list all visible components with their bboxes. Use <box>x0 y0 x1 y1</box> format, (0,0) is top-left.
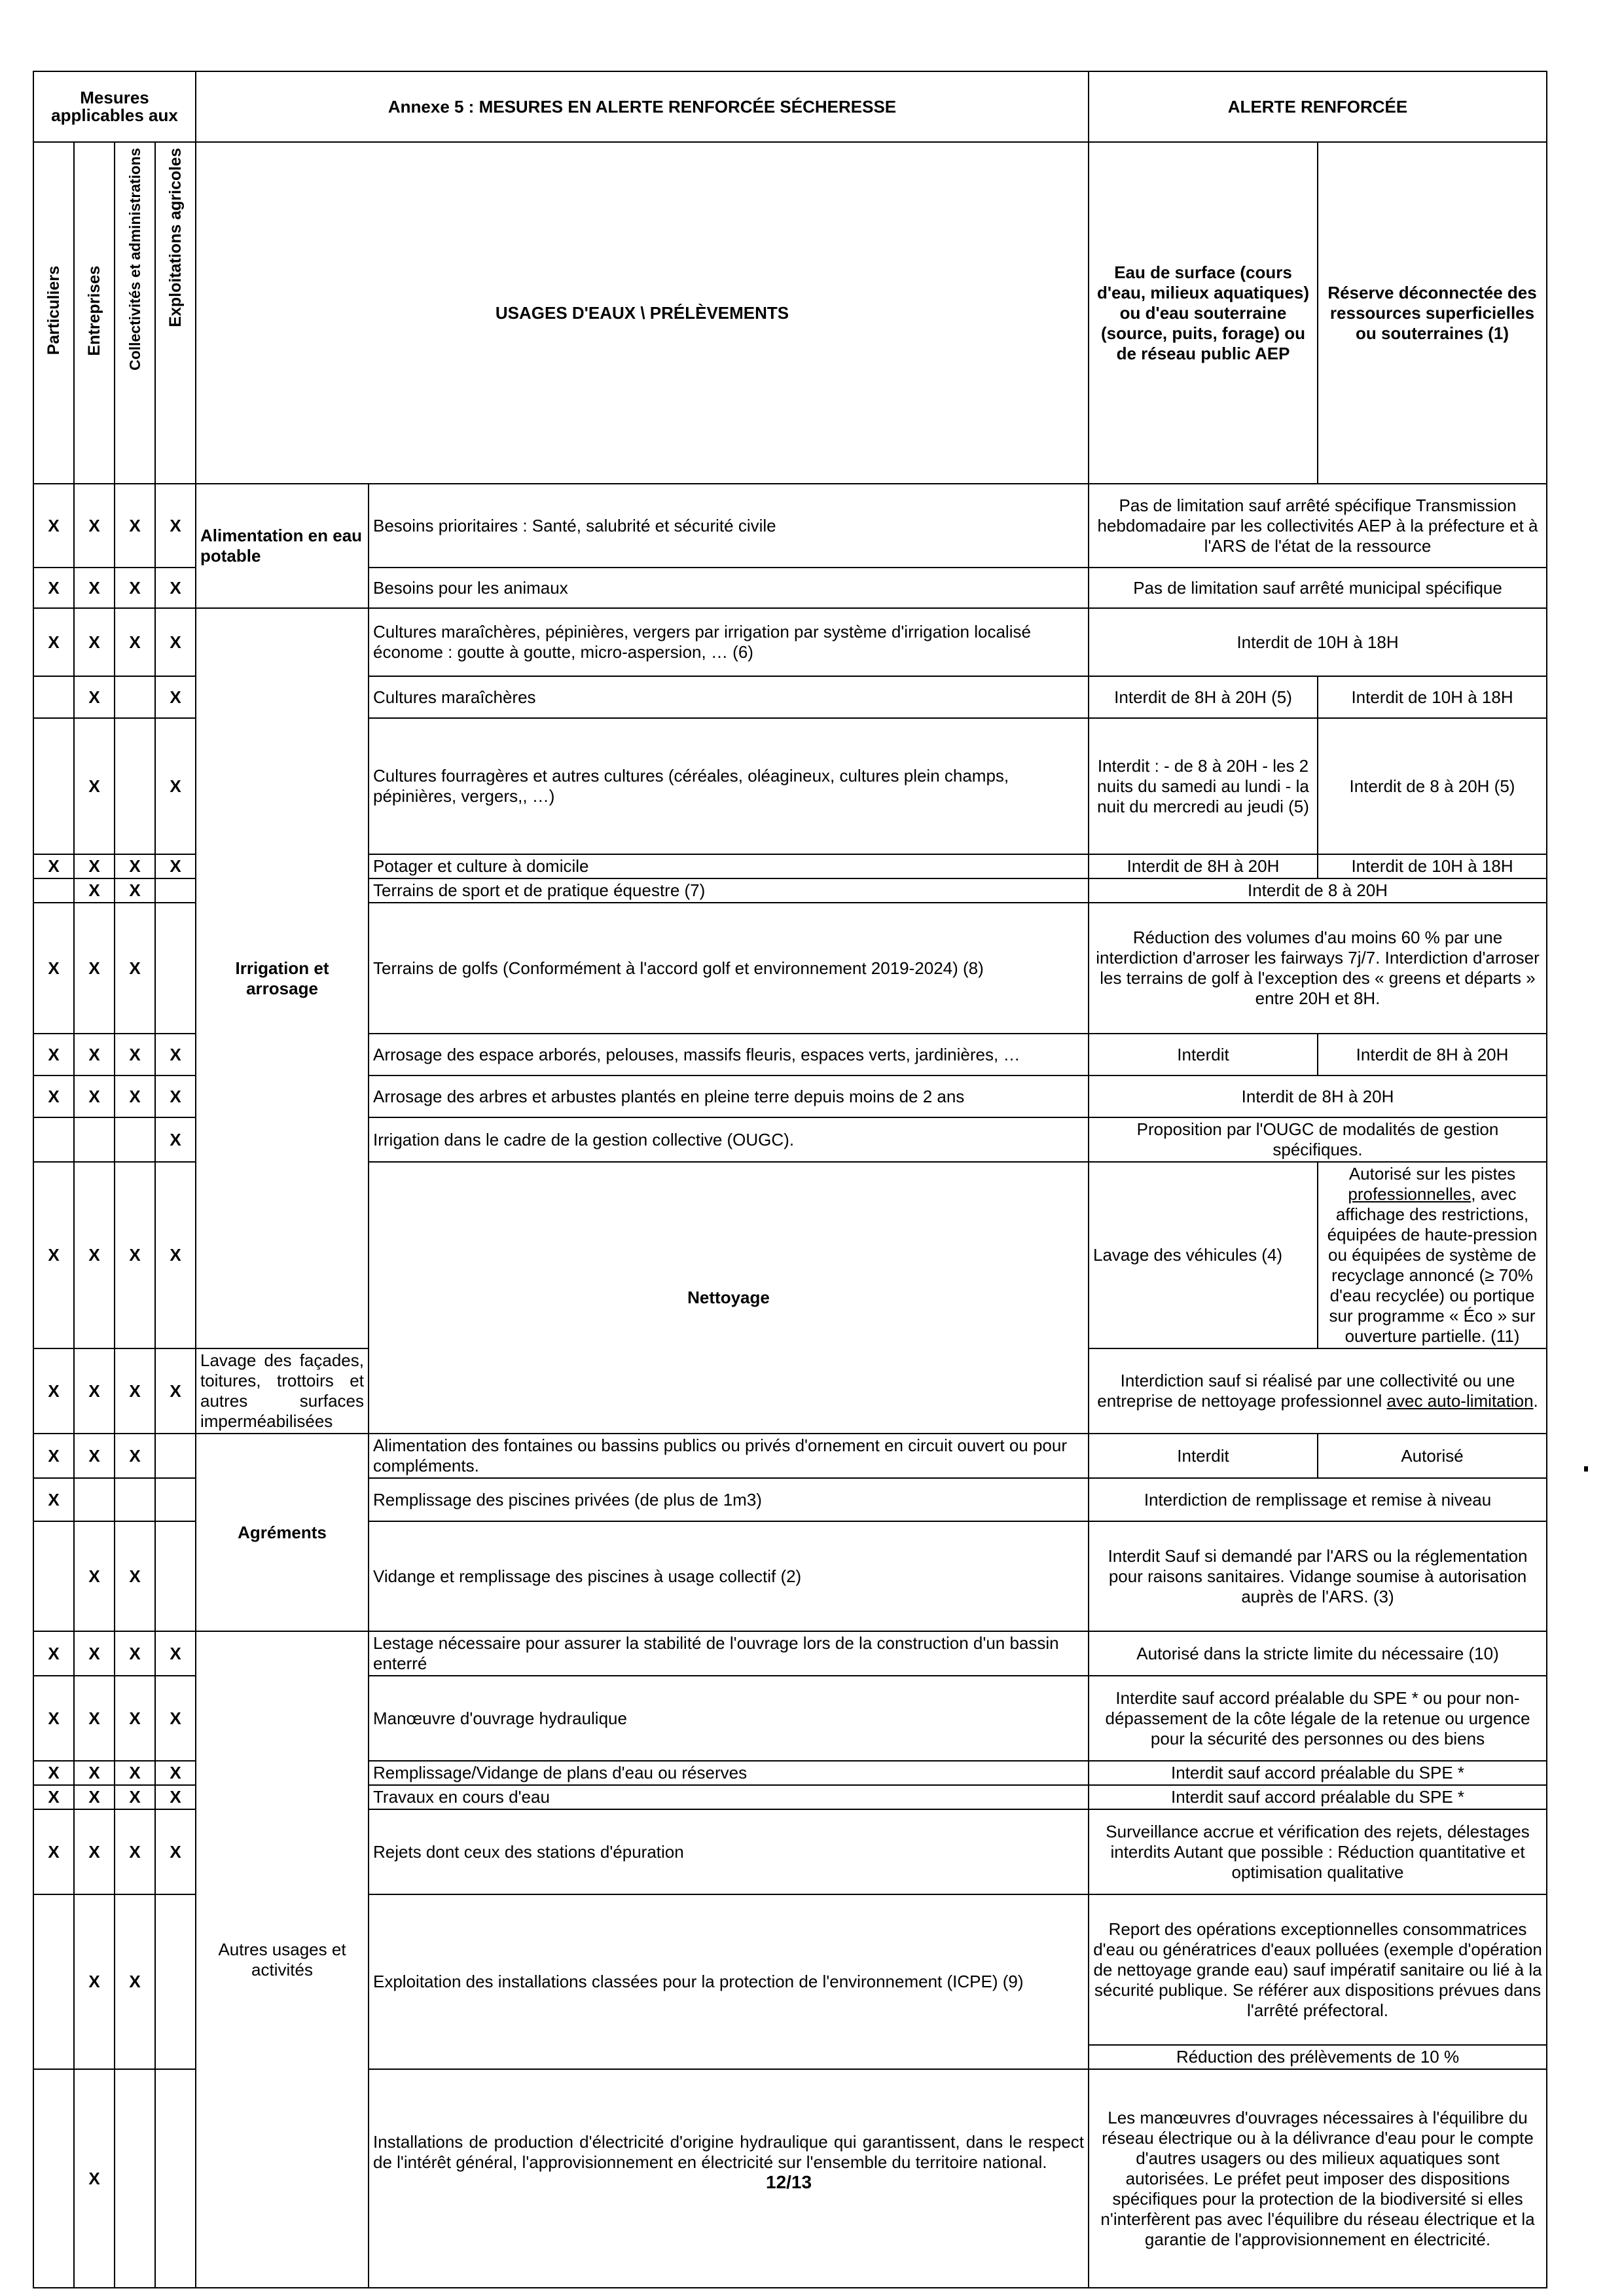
mark: X <box>155 1075 196 1117</box>
usage-cell: Arrosage des arbres et arbustes plantés en pleine terre depuis moins de 2 ans <box>369 1075 1089 1117</box>
mark: X <box>155 1676 196 1761</box>
mark: X <box>33 484 74 568</box>
mark: X <box>33 1676 74 1761</box>
measure-cell: Les manœuvres d'ouvrages nécessaires à l'équilibre du réseau électrique ou à la délivrance d'eau pour le compte d'autres usagers ou des milieux aquatiques sont autorisées. Le préfet peut imposer des dispositions spécifiques pour la protection de la biodiversité si elles n'interfèrent pas avec l'équilibre du réseau électrique et la garantie de l'approvisionnement en électricité. <box>1089 2069 1547 2288</box>
measure-cell: Interdiction sauf si réalisé par une collectivité ou une entreprise de nettoyage professionnel avec auto-limitation. <box>1089 1348 1547 1434</box>
mark: X <box>115 1676 155 1761</box>
mark: X <box>155 1809 196 1894</box>
mark: X <box>74 1434 115 1478</box>
mark: X <box>74 1162 115 1348</box>
mark: X <box>115 1785 155 1809</box>
measure-cell: Report des opérations exceptionnelles consommatrices d'eau ou génératrices d'eaux polluées (exemple d'opération de nettoyage grande eau) sauf impératif sanitaire ou lié à la sécurité publique. Se référer aux dispositions prévues dans l'arrêté préfectoral. <box>1089 1894 1547 2045</box>
mark: X <box>155 1162 196 1348</box>
usage-cell: Exploitation des installations classées pour la protection de l'environnement (ICPE) (9) <box>369 1894 1089 2069</box>
usage-cell: Rejets dont ceux des stations d'épuration <box>369 1809 1089 1894</box>
mark: X <box>115 878 155 903</box>
usage-cell: Remplissage des piscines privées (de plus de 1m3) <box>369 1478 1089 1521</box>
mark: X <box>74 1676 115 1761</box>
mark: X <box>33 1785 74 1809</box>
mark: X <box>115 1162 155 1348</box>
measures-applicable-label: Mesures applicables aux <box>33 71 196 142</box>
measure-surface: Interdit <box>1089 1434 1318 1478</box>
usage-cell: Manœuvre d'ouvrage hydraulique <box>369 1676 1089 1761</box>
usage-cell: Travaux en cours d'eau <box>369 1785 1089 1809</box>
mark: X <box>115 1631 155 1676</box>
mark: X <box>155 1348 196 1434</box>
mark: X <box>33 1162 74 1348</box>
measure-cell: Interdit de 8 à 20H <box>1089 878 1547 903</box>
measure-reserve: Interdit de 10H à 18H <box>1318 676 1547 718</box>
mark: X <box>115 1894 155 2069</box>
mark: X <box>115 1348 155 1434</box>
mark: X <box>74 718 115 854</box>
usage-cell: Potager et culture à domicile <box>369 854 1089 878</box>
page-number: 12/13 <box>766 2172 812 2192</box>
usage-cell: Arrosage des espace arborés, pelouses, massifs fleuris, espaces verts, jardinières, … <box>369 1034 1089 1075</box>
usage-cell: Cultures fourragères et autres cultures (céréales, oléagineux, cultures plein champs, pépinières, vergers,, …) <box>369 718 1089 854</box>
mark: X <box>33 568 74 608</box>
mark: X <box>74 903 115 1034</box>
mark: X <box>115 1761 155 1785</box>
mark: X <box>155 608 196 676</box>
stray-dot <box>1584 1466 1588 1472</box>
mark: X <box>33 1348 74 1434</box>
mark: X <box>115 1034 155 1075</box>
measure-surface: Interdit <box>1089 1034 1318 1075</box>
alert-level-label: ALERTE RENFORCÉE <box>1089 71 1547 142</box>
usage-cell: Vidange et remplissage des piscines à usage collectif (2) <box>369 1521 1089 1631</box>
mark: X <box>74 878 115 903</box>
mark: X <box>74 1809 115 1894</box>
measure-reserve: Interdit de 8H à 20H <box>1318 1034 1547 1075</box>
mark: X <box>33 1075 74 1117</box>
mark: X <box>74 1348 115 1434</box>
col-head-particuliers: Particuliers <box>33 142 74 484</box>
measure-cell: Interdit sauf accord préalable du SPE * <box>1089 1761 1547 1785</box>
measure-cell: Interdit de 10H à 18H <box>1089 608 1547 676</box>
mark: X <box>74 676 115 718</box>
measures-table <box>33 71 1547 2288</box>
measure-surface: Interdit de 8H à 20H <box>1089 854 1318 878</box>
mark: X <box>155 568 196 608</box>
usage-cell: Besoins prioritaires : Santé, salubrité et sécurité civile <box>369 484 1089 568</box>
mark: X <box>33 1631 74 1676</box>
usages-header: USAGES D'EAUX \ PRÉLÈVEMENTS <box>196 142 1089 484</box>
category-nettoyage: Nettoyage <box>369 1162 1089 1434</box>
mark: X <box>155 854 196 878</box>
mark: X <box>74 1521 115 1631</box>
mark: X <box>115 1521 155 1631</box>
col-head-entreprises: Entreprises <box>74 142 115 484</box>
usage-cell: Besoins pour les animaux <box>369 568 1089 608</box>
mark: X <box>115 608 155 676</box>
mark: X <box>74 1761 115 1785</box>
mark: X <box>33 1761 74 1785</box>
mark: X <box>33 1809 74 1894</box>
mark: X <box>74 1075 115 1117</box>
usage-cell: Terrains de sport et de pratique équestre (7) <box>369 878 1089 903</box>
usage-cell: Alimentation des fontaines ou bassins publics ou privés d'ornement en circuit ouvert ou pour compléments. <box>369 1434 1089 1478</box>
category-irrigation: Irrigation et arrosage <box>196 608 369 1348</box>
mark: X <box>155 718 196 854</box>
measure-cell: Interdiction de remplissage et remise à niveau <box>1089 1478 1547 1521</box>
usage-cell: Lavage des façades, toitures, trottoirs et autres surfaces imperméabilisées <box>196 1348 369 1434</box>
mark: X <box>115 568 155 608</box>
measure-cell: Autorisé dans la stricte limite du nécessaire (10) <box>1089 1631 1547 1676</box>
mark: X <box>33 854 74 878</box>
measure-cell: Interdit de 8H à 20H <box>1089 1075 1547 1117</box>
usage-cell: Remplissage/Vidange de plans d'eau ou réserves <box>369 1761 1089 1785</box>
annex-title: Annexe 5 : MESURES EN ALERTE RENFORCÉE SÉCHERESSE <box>196 71 1089 142</box>
mark: X <box>115 854 155 878</box>
category-autres: Autres usages et activités <box>196 1631 369 2288</box>
mark: X <box>155 1785 196 1809</box>
category-alimentation: Alimentation en eau potable <box>196 484 369 608</box>
mark: X <box>74 1785 115 1809</box>
mark: X <box>155 1631 196 1676</box>
measure-cell: Interdit sauf accord préalable du SPE * <box>1089 1785 1547 1809</box>
measure-cell: Pas de limitation sauf arrêté municipal spécifique <box>1089 568 1547 608</box>
usage-cell: Installations de production d'électricité d'origine hydraulique qui garantissent, dans le respect de l'intérêt général, l'approvisionnement en électricité sur l'ensemble du territoire national. <box>369 2069 1089 2288</box>
mark: X <box>155 1034 196 1075</box>
mark: X <box>74 608 115 676</box>
measure-cell: Autorisé sur les pistes professionnelles, avec affichage des restrictions, équipées de haute-pression ou équipées de système de recyclage annoncé (≥ 70% d'eau recyclée) ou portique sur programme « Éco » sur ouverture partielle. (11) <box>1318 1162 1547 1348</box>
measure-cell: Surveillance accrue et vérification des rejets, délestages interdits Autant que possible : Réduction quantitative et optimisation qualitative <box>1089 1809 1547 1894</box>
mark: X <box>33 903 74 1034</box>
col-head-reserve: Réserve déconnectée des ressources superficielles ou souterraines (1) <box>1318 142 1547 484</box>
usage-cell: Irrigation dans le cadre de la gestion collective (OUGC). <box>369 1117 1089 1162</box>
usage-cell: Lestage nécessaire pour assurer la stabilité de l'ouvrage lors de la construction d'un bassin enterré <box>369 1631 1089 1676</box>
col-head-collectivites: Collectivités et administrations <box>115 142 155 484</box>
measure-cell: Réduction des volumes d'au moins 60 % par une interdiction d'arroser les fairways 7j/7. Interdiction d'arroser les terrains de golf à l'exception des « greens et départs » entre 20H et 8H. <box>1089 903 1547 1034</box>
usage-cell: Lavage des véhicules (4) <box>1089 1162 1318 1348</box>
measure-cell: Interdit Sauf si demandé par l'ARS ou la réglementation pour raisons sanitaires. Vidange soumise à autorisation auprès de l'ARS. (3) <box>1089 1521 1547 1631</box>
measure-cell: Réduction des prélèvements de 10 % <box>1089 2045 1547 2069</box>
mark: X <box>155 1117 196 1162</box>
mark: X <box>155 484 196 568</box>
measure-reserve: Interdit de 8 à 20H (5) <box>1318 718 1547 854</box>
mark: X <box>74 1631 115 1676</box>
mark: X <box>115 1075 155 1117</box>
measure-reserve: Autorisé <box>1318 1434 1547 1478</box>
measure-reserve: Interdit de 10H à 18H <box>1318 854 1547 878</box>
measure-surface: Interdit de 8H à 20H (5) <box>1089 676 1318 718</box>
mark: X <box>115 1809 155 1894</box>
mark: X <box>74 854 115 878</box>
mark: X <box>33 608 74 676</box>
mark: X <box>74 1894 115 2069</box>
usage-cell: Cultures maraîchères <box>369 676 1089 718</box>
mark: X <box>74 1034 115 1075</box>
mark: X <box>33 1478 74 1521</box>
usage-cell: Terrains de golfs (Conformément à l'accord golf et environnement 2019-2024) (8) <box>369 903 1089 1034</box>
measure-surface: Interdit : - de 8 à 20H - les 2 nuits du samedi au lundi - la nuit du mercredi au jeudi (5) <box>1089 718 1318 854</box>
col-head-surface: Eau de surface (cours d'eau, milieux aquatiques) ou d'eau souterraine (source, puits, forage) ou de réseau public AEP <box>1089 142 1318 484</box>
measure-cell: Pas de limitation sauf arrêté spécifique Transmission hebdomadaire par les collectivités AEP à la préfecture et à l'ARS de l'état de la ressource <box>1089 484 1547 568</box>
mark: X <box>115 484 155 568</box>
measure-cell: Proposition par l'OUGC de modalités de gestion spécifiques. <box>1089 1117 1547 1162</box>
measure-cell: Interdite sauf accord préalable du SPE * ou pour non-dépassement de la côte légale de la retenue ou urgence pour la sécurité des personnes ou des biens <box>1089 1676 1547 1761</box>
mark: X <box>115 1434 155 1478</box>
mark: X <box>155 1761 196 1785</box>
mark: X <box>74 568 115 608</box>
mark: X <box>74 2069 115 2288</box>
mark: X <box>115 903 155 1034</box>
col-head-exploitations: Exploitations agricoles <box>155 142 196 484</box>
mark: X <box>33 1034 74 1075</box>
mark: X <box>74 484 115 568</box>
category-agrements: Agréments <box>196 1434 369 1631</box>
usage-cell: Cultures maraîchères, pépinières, vergers par irrigation par système d'irrigation localisé économe : goutte à goutte, micro-aspersion, … (6) <box>369 608 1089 676</box>
mark: X <box>33 1434 74 1478</box>
mark: X <box>155 676 196 718</box>
